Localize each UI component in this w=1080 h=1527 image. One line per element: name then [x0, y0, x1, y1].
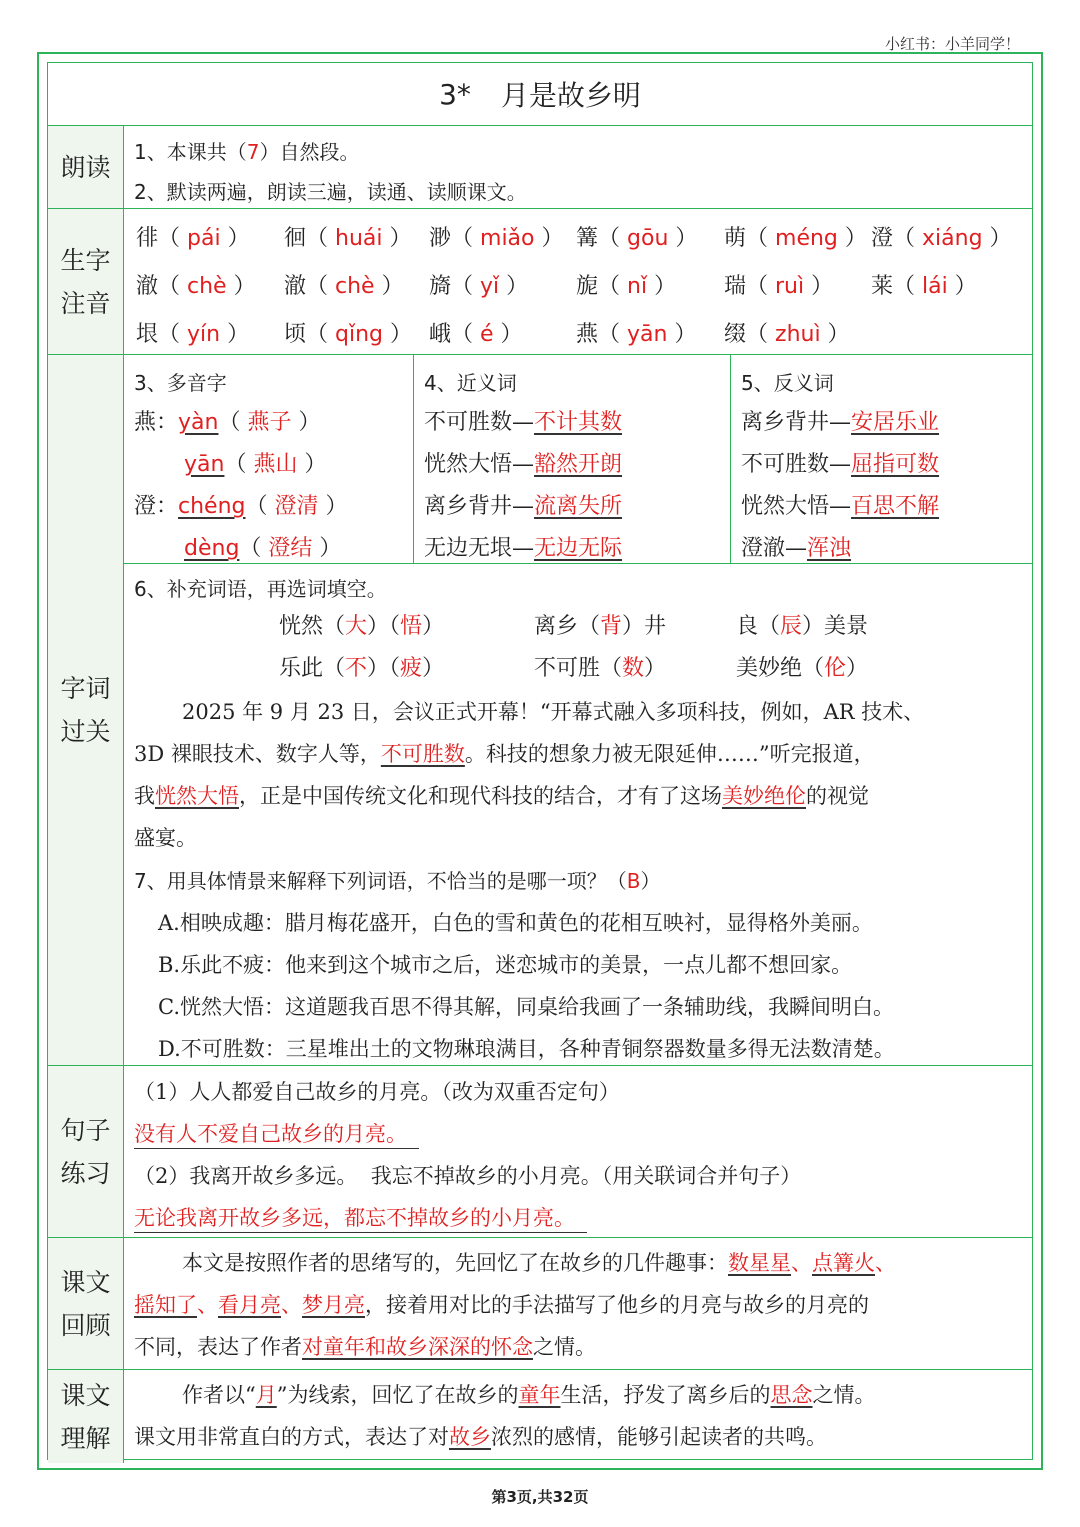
poly-word-2: 燕山: [253, 452, 298, 477]
words-label-2: 过关: [60, 717, 111, 746]
understanding-label-2: 理解: [60, 1423, 111, 1453]
antonym-column: [731, 355, 1032, 563]
und-l1c: ”为线索，回忆了在故乡的: [276, 1383, 519, 1407]
pinyin-item: 缀（ zhuì ）: [724, 322, 850, 347]
pinyin-label-1: 生字: [60, 245, 111, 275]
review-l1a: 本文是按照作者的思绪写的，先回忆了在故乡的几件趣事：: [182, 1251, 728, 1275]
q6-f3b: 辰: [780, 614, 803, 639]
poly-word-1: 燕子: [247, 410, 292, 435]
und-clue: 月: [255, 1383, 277, 1407]
reading-line1-post: ）自然段。: [259, 140, 360, 164]
pinyin-char: 峨: [429, 322, 452, 347]
q6-f6c: ）: [846, 656, 869, 681]
q6-f3a: 良（: [736, 614, 781, 639]
review-emotion: 对童年和故乡深深的怀念: [302, 1335, 533, 1359]
pinyin-item: 莱（ lái ）: [871, 274, 977, 299]
q6-answer-2: 恍然大悟: [155, 784, 239, 808]
q6-fill-6: [736, 651, 868, 682]
review-row: [48, 1238, 1032, 1370]
q6-passage-l3e: 的视觉: [806, 784, 869, 808]
q6-passage-l3a: 我: [134, 784, 155, 808]
sentence-content: [124, 1066, 1032, 1237]
ant-answer: 屈指可数: [851, 452, 940, 477]
pinyin-item: 篝（ gōu ）: [576, 226, 698, 251]
q6-answer-3: 美妙绝伦: [722, 784, 806, 808]
und-longing: 思念: [770, 1383, 813, 1407]
polyphone-heading: 3、多音字: [134, 371, 227, 395]
ant-pair: 澄澈—浑浊: [741, 536, 852, 561]
q6-f1b: 大: [345, 614, 368, 639]
q6-fill-2: [534, 609, 666, 640]
q6-passage-l2c: 。科技的想象力被无限延伸……”听完报道，: [464, 742, 875, 766]
sentence-row: [48, 1066, 1032, 1238]
pinyin-item: 旎（ nǐ ）: [576, 274, 677, 299]
pinyin-answer: nǐ: [627, 274, 648, 299]
q6-f1c: ）（: [367, 614, 401, 639]
pinyin-answer: qǐng: [335, 322, 384, 347]
q6-fill-3: [736, 609, 868, 640]
q6-fill-1: [279, 609, 444, 640]
pinyin-answer: huái: [335, 226, 383, 251]
syn-word: 不可胜数: [424, 410, 513, 435]
understanding-row: [48, 1370, 1032, 1463]
und-l1g: 之情。: [812, 1383, 876, 1407]
q6-f6b: 伦: [824, 656, 847, 681]
q7-option: D.不可胜数：三星堆出土的文物琳琅满目，各种青铜祭器数量多得无法数清楚。: [158, 1037, 895, 1061]
q7-option: B.乐此不疲：他来到这个城市之后，迷恋城市的美景，一点儿都不想回家。: [158, 953, 853, 977]
ant-word: 恍然大悟: [741, 494, 830, 519]
q6-passage-l3c: ，正是中国传统文化和现代科技的结合，才有了这场: [239, 784, 722, 808]
review-fun-2: 点篝火: [812, 1251, 875, 1275]
q6-f6a: 美妙绝（: [736, 656, 825, 681]
q6-f3c: ）美景: [802, 614, 869, 639]
ant-pair: 不可胜数—屈指可数: [741, 452, 940, 477]
reading-content: [124, 126, 1032, 208]
pinyin-char: 莱: [871, 274, 894, 299]
pinyin-answer: zhuì: [775, 322, 821, 347]
review-l2d: 、: [281, 1293, 302, 1317]
pinyin-answer: yān: [627, 322, 668, 347]
syn-pair: 无边无垠—无边无际: [424, 536, 623, 561]
pinyin-answer: é: [480, 322, 494, 347]
q7-option: C.恍然大悟：这道题我百思不得其解，同桌给我画了一条辅助线，我瞬间明白。: [158, 995, 894, 1019]
pinyin-char: 旖: [429, 274, 452, 299]
syn-word: 无边无垠: [424, 536, 513, 561]
pinyin-item: 澈（ chè ）: [136, 274, 256, 299]
sentence-q2: （2）我离开故乡多远。 我忘不掉故乡的小月亮。（用关联词合并句子）: [134, 1164, 802, 1188]
syn-pair: 不可胜数—不计其数: [424, 410, 623, 435]
review-l2b: 、: [197, 1293, 218, 1317]
q6-heading: 6、补充词语，再选词填空。: [134, 577, 387, 601]
poly-pinyin-3: chéng: [178, 494, 246, 519]
sentence-a1: 没有人不爱自己故乡的月亮。: [134, 1118, 419, 1149]
reading-label-1: 朗读: [60, 152, 111, 182]
q6-f4c: ）（: [367, 656, 401, 681]
pinyin-char: 渺: [429, 226, 452, 251]
poly-char-2: 澄：: [134, 494, 179, 519]
sentence-q1: （1）人人都爱自己故乡的月亮。（改为双重否定句）: [134, 1080, 620, 1104]
q6-passage: [134, 691, 1034, 859]
review-label: [48, 1238, 124, 1369]
pinyin-item: 澄（ xiáng ）: [871, 226, 1012, 251]
pinyin-answer: ruì: [775, 274, 805, 299]
q6-f2c: ）井: [622, 614, 667, 639]
pinyin-char: 旎: [576, 274, 599, 299]
pinyin-label: [48, 209, 124, 354]
synonym-heading: 4、近义词: [424, 371, 517, 395]
lesson-number: 3*: [439, 77, 471, 111]
poly-word-3: 澄清: [274, 494, 319, 519]
q6-fill-4: [279, 651, 444, 682]
pinyin-char: 缀: [724, 322, 747, 347]
review-l1c: 、: [791, 1251, 812, 1275]
pinyin-char: 篝: [576, 226, 599, 251]
pinyin-answer: yín: [187, 322, 221, 347]
syn-word: 恍然大悟: [424, 452, 513, 477]
syn-pair: 离乡背井—流离失所: [424, 494, 623, 519]
lesson-name: 月是故乡明: [500, 79, 641, 112]
review-fun-3: 摇知了: [134, 1293, 197, 1317]
pinyin-item: 燕（ yān ）: [576, 322, 697, 347]
poly-pinyin-1: yàn: [178, 410, 219, 435]
pinyin-char: 徘: [136, 226, 159, 251]
pinyin-item: 旖（ yǐ ）: [429, 274, 529, 299]
review-l1e: 、: [875, 1251, 896, 1275]
pinyin-item: 徘（ pái ）: [136, 226, 250, 251]
poly-char-1: 燕：: [134, 410, 179, 435]
pinyin-answer: gōu: [627, 226, 669, 251]
words-content: [124, 355, 1032, 1065]
synonym-column: [414, 355, 731, 563]
worksheet-table: [47, 62, 1033, 1460]
q6-f5b: 数: [622, 656, 645, 681]
pinyin-row: [48, 209, 1032, 355]
review-paragraph: [134, 1242, 1044, 1368]
antonym-heading: 5、反义词: [741, 371, 834, 395]
ant-answer: 安居乐业: [851, 410, 940, 435]
q6-passage-l2a: 3D 裸眼技术、数字人等，: [134, 742, 381, 766]
pinyin-item: 垠（ yín ）: [136, 322, 250, 347]
reading-line2: 2、默读两遍，朗读三遍，读通、读顺课文。: [134, 180, 527, 204]
review-label-2: 回顾: [60, 1310, 111, 1340]
q7-heading-text: 7、用具体情景来解释下列词语，不恰当的是哪一项？（: [134, 869, 627, 893]
poly-pinyin-4: dèng: [184, 536, 240, 561]
pinyin-answer: lái: [922, 274, 948, 299]
syn-answer: 豁然开朗: [534, 452, 623, 477]
worksheet-frame: [37, 52, 1043, 1470]
pinyin-char: 瑞: [724, 274, 747, 299]
pinyin-item: 渺（ miǎo ）: [429, 226, 564, 251]
poly-pinyin-2: yān: [184, 452, 225, 477]
pinyin-answer: xiáng: [922, 226, 983, 251]
pinyin-char: 顷: [284, 322, 307, 347]
reading-label: [48, 126, 124, 208]
q6-f1a: 恍然（: [279, 614, 346, 639]
understanding-content: [124, 1370, 1032, 1463]
pinyin-answer: yǐ: [480, 274, 500, 299]
q6-f4b: 不: [345, 656, 368, 681]
q6-f5a: 不可胜（: [534, 656, 623, 681]
review-fun-4: 看月亮: [218, 1293, 281, 1317]
pinyin-answer: pái: [187, 226, 221, 251]
pinyin-char: 澈: [136, 274, 159, 299]
words-label: [48, 355, 124, 1065]
understanding-paragraph: [134, 1374, 1044, 1458]
page-number: 第3页,共32页: [491, 1488, 589, 1506]
ant-word: 澄澈: [741, 536, 786, 561]
ant-word: 离乡背井: [741, 410, 830, 435]
pinyin-char: 垠: [136, 322, 159, 347]
und-hometown: 故乡: [449, 1425, 491, 1449]
q6-f4e: ）: [422, 656, 445, 681]
q7-answer: B: [626, 869, 641, 893]
watermark: 小红书：小羊同学！: [884, 35, 1020, 53]
ant-pair: 恍然大悟—百思不解: [741, 494, 940, 519]
paragraph-count: 7: [246, 140, 260, 164]
q6-f4d: 疲: [400, 656, 423, 681]
pinyin-grid: [124, 209, 1032, 354]
syn-word: 离乡背井: [424, 494, 513, 519]
reading-line1-pre: 1、本课共（: [134, 140, 247, 164]
pinyin-item: 萌（ méng ）: [724, 226, 867, 251]
pinyin-char: 徊: [284, 226, 307, 251]
polyphone-column: 3、多音字 燕：yàn（ 燕子 ） yān（ 燕山 ） 澄：chéng（ 澄清 ） dèng（ 澄结 ）: [124, 355, 414, 563]
syn-pair: 恍然大悟—豁然开朗: [424, 452, 623, 477]
q6-passage-line1: 2025 年 9 月 23 日，会议正式开幕！“开幕式融入多项科技，例如，AR 技术、: [182, 700, 925, 724]
und-l2c: 浓烈的感情，能够引起读者的共鸣。: [491, 1425, 827, 1449]
pinyin-answer: chè: [187, 274, 227, 299]
sentence-label: [48, 1066, 124, 1237]
syn-answer: 无边无际: [534, 536, 623, 561]
words-row: [48, 355, 1032, 1066]
q6-passage-line4: 盛宴。: [134, 826, 197, 850]
q7-option: A.相映成趣：腊月梅花盛开，白色的雪和黄色的花相互映衬，显得格外美丽。: [158, 911, 873, 935]
pinyin-item: 瑞（ ruì ）: [724, 274, 834, 299]
pinyin-label-2: 注音: [60, 288, 111, 318]
syn-answer: 流离失所: [534, 494, 623, 519]
pinyin-item: 徊（ huái ）: [284, 226, 412, 251]
q6-f1d: 悟: [400, 614, 423, 639]
pinyin-item: 澈（ chè ）: [284, 274, 404, 299]
pinyin-item: 顷（ qǐng ）: [284, 322, 413, 347]
pinyin-answer: miǎo: [480, 226, 535, 251]
review-l2f: ，接着用对比的手法描写了他乡的月亮与故乡的月亮的: [365, 1293, 869, 1317]
q6-f2a: 离乡（: [534, 614, 601, 639]
pinyin-char: 澈: [284, 274, 307, 299]
pinyin-char: 燕: [576, 322, 599, 347]
q6-f4a: 乐此（: [279, 656, 346, 681]
review-label-1: 课文: [60, 1267, 111, 1297]
q7-heading-end: ）: [640, 869, 661, 893]
syn-answer: 不计其数: [534, 410, 623, 435]
sentence-a2: 无论我离开故乡多远，都忘不掉故乡的小月亮。: [134, 1202, 587, 1233]
ant-answer: 百思不解: [851, 494, 940, 519]
pinyin-item: 峨（ é ）: [429, 322, 523, 347]
und-childhood: 童年: [518, 1383, 561, 1407]
review-fun-5: 梦月亮: [302, 1293, 365, 1317]
und-l2a: 课文用非常直白的方式，表达了对: [134, 1425, 449, 1449]
words-columns: [124, 355, 1032, 564]
words-label-1: 字词: [60, 674, 111, 703]
und-l1e: 生活，抒发了离乡后的: [560, 1383, 771, 1407]
review-fun-1: 数星星: [728, 1251, 791, 1275]
review-l3a: 不同，表达了作者: [134, 1335, 302, 1359]
q6-f5c: ）: [644, 656, 667, 681]
q7-heading: [134, 865, 660, 894]
pinyin-char: 澄: [871, 226, 894, 251]
understanding-label: [48, 1370, 124, 1463]
pinyin-answer: méng: [775, 226, 838, 251]
sentence-label-2: 练习: [60, 1158, 111, 1188]
q6-f1e: ）: [422, 614, 445, 639]
q6-f2b: 背: [600, 614, 623, 639]
ant-answer: 浑浊: [807, 536, 852, 561]
reading-row: [48, 126, 1032, 209]
pinyin-answer: chè: [335, 274, 375, 299]
sentence-label-1: 句子: [60, 1115, 111, 1145]
review-content: [124, 1238, 1032, 1369]
ant-word: 不可胜数: [741, 452, 830, 477]
lesson-title: [48, 63, 1032, 126]
pinyin-char: 萌: [724, 226, 747, 251]
review-l3c: 之情。: [533, 1335, 596, 1359]
q6-fill-5: [534, 651, 666, 682]
poly-word-4: 澄结: [268, 536, 313, 561]
understanding-label-1: 课文: [60, 1380, 111, 1410]
und-l1a: 作者以“: [182, 1383, 256, 1407]
q6-answer-1: 不可胜数: [380, 742, 465, 766]
ant-pair: 离乡背井—安居乐业: [741, 410, 940, 435]
